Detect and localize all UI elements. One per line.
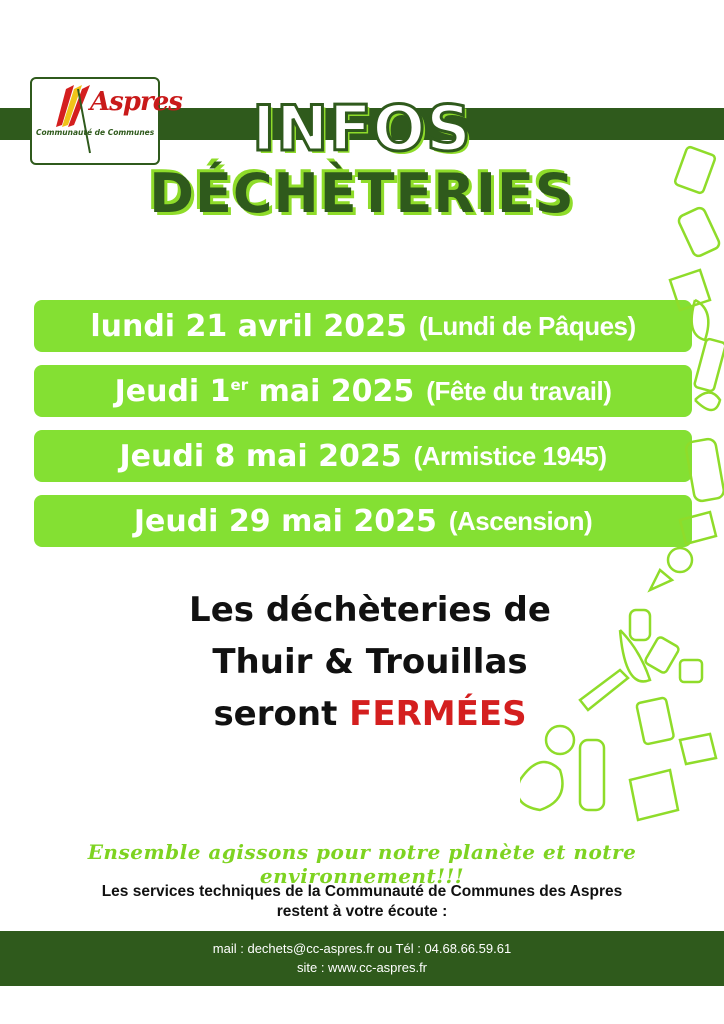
footer-site-line: site : www.cc-aspres.fr	[296, 960, 428, 975]
slogan: Ensemble agissons pour notre planète et notre environnement!!!	[87, 840, 637, 888]
footer-contact	[0, 931, 724, 986]
services-line-1: Les services techniques de la Communauté de Communes des Aspres	[101, 883, 623, 900]
closure-line-3: seront FERMÉES	[213, 694, 527, 734]
date-label: Jeudi 8 mai 2025	[119, 438, 402, 474]
date-label: Jeudi 29 mai 2025	[133, 503, 437, 539]
logo-subtitle: Communauté de Communes	[36, 128, 155, 137]
date-note: (Fête du travail)	[426, 375, 612, 406]
closure-line-1: Les déchèteries de	[189, 590, 551, 630]
title-decheteries: DÉCHÈTERIES	[149, 162, 575, 225]
title-infos: INFOS	[252, 92, 472, 165]
date-note: (Ascension)	[448, 505, 593, 536]
services-text	[0, 882, 724, 922]
date-label: Jeudi 1er mai 2025	[114, 373, 415, 409]
logo-name: Aspres	[90, 87, 182, 117]
date-note: (Armistice 1945)	[413, 440, 607, 471]
waste-items-illustration	[520, 140, 724, 840]
date-label: lundi 21 avril 2025	[90, 308, 407, 344]
services-line-2: restent à votre écoute :	[276, 903, 448, 920]
footer-contact-line: mail : dechets@cc-aspres.fr ou Tél : 04.68.66.59.61	[212, 941, 512, 956]
closure-line-2: Thuir & Trouillas	[212, 642, 528, 682]
date-note: (Lundi de Pâques)	[418, 310, 636, 341]
